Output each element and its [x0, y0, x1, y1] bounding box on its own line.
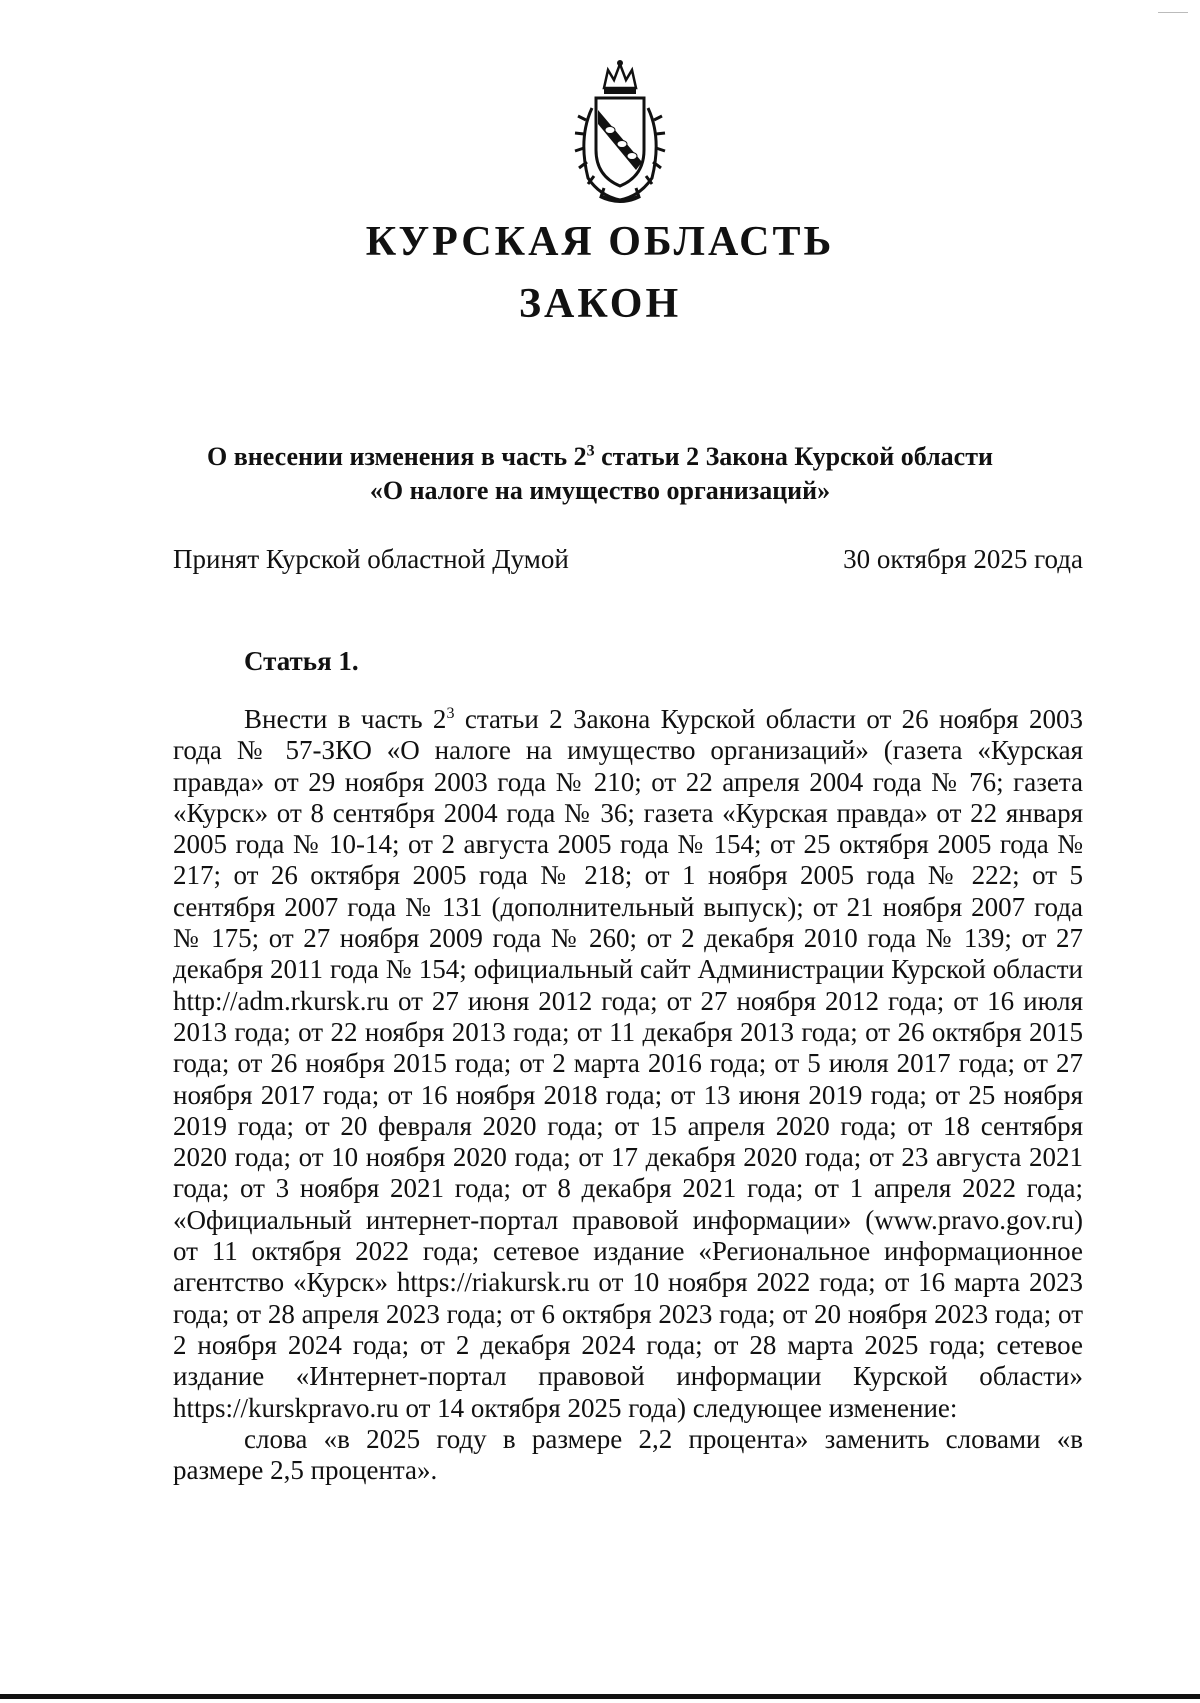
scan-mark	[1158, 12, 1188, 13]
article-body	[173, 704, 1083, 1486]
adoption-date: 30 октября 2025 года	[843, 544, 1083, 574]
region-title: КУРСКАЯ ОБЛАСТЬ	[365, 219, 835, 265]
article-paragraph-1: Внести в часть $2^3$ статьи 2 Закона Курской области от 26 ноября 2003 года № 57-ЗКО «О налоге на имущество организаций» (газета «Курская правда» от 29 ноября 2003 года № 210; от 22 апреля 2004 года № 76; газета «Курск» от 8 сентября 2004 года № 36; газета «Курская правда» от 22 января 2005 года № 10-14; от 2 августа 2005 года № 154; от 25 октября 2005 года № 217; от 26 октября 2005 года № 218; от 1 ноября 2005 года № 222; от 5 сентября 2007 года № 131 (дополнительный выпуск); от 21 ноября 2007 года № 175; от 27 ноября 2009 года № 260; от 2 декабря 2010 года № 139; от 27 декабря 2011 года № 154; официальный сайт Администрации Курской области http://adm.rkursk.ru от 27 июня 2012 года; от 27 ноября 2012 года; от 16 июля 2013 года; от 22 ноября 2013 года; от 11 декабря 2013 года; от 26 октября 2015 года; от 26 ноября 2015 года; от 2 марта 2016 года; от 5 июля 2017 года; от 27 ноября 2017 года; от 16 ноября 2018 года; от 13 июня 2019 года; от 25 ноября 2019 года; от 20 февраля 2020 года; от 15 апреля 2020 года; от 18 сентября 2020 года; от 10 ноября 2020 года; от 17 декабря 2020 года; от 23 августа 2021 года; от 3 ноября 2021 года; от 8 декабря 2021 года; от 1 апреля 2022 года; «Официальный интернет-портал правовой информации» (www.pravo.gov.ru) от 11 октября 2022 года; сетевое издание «Региональное информационное агентство «Курск» https://riakursk.ru от 10 ноября 2022 года; от 16 марта 2023 года; от 28 апреля 2023 года; от 6 октября 2023 года; от 20 ноября 2023 года; от 2 ноября 2024 года; от 2 декабря 2024 года; от 28 марта 2025 года; сетевое издание «Интернет-портал правовой информации Курской области» https://kurskpravo.ru от 14 октября 2025 года) следующее изменение:	[173, 704, 1083, 1423]
law-title	[130, 440, 1070, 508]
law-title-line-1: О внесении изменения в часть $2^3$ статьи 2 Закона Курской области	[207, 442, 993, 471]
kursk-coat-of-arms-icon	[560, 58, 680, 208]
adopted-by: Принят Курской областной Думой	[173, 544, 569, 574]
law-title-line-2: «О налоге на имущество организаций»	[369, 476, 831, 505]
article-heading: Статья 1.	[244, 646, 359, 676]
document-type: ЗАКОН	[518, 281, 682, 327]
scan-bottom-edge	[0, 1694, 1200, 1699]
article-paragraph-2: слова «в 2025 году в размере 2,2 процента» заменить словами «в размере 2,5 процента».	[173, 1423, 1083, 1486]
